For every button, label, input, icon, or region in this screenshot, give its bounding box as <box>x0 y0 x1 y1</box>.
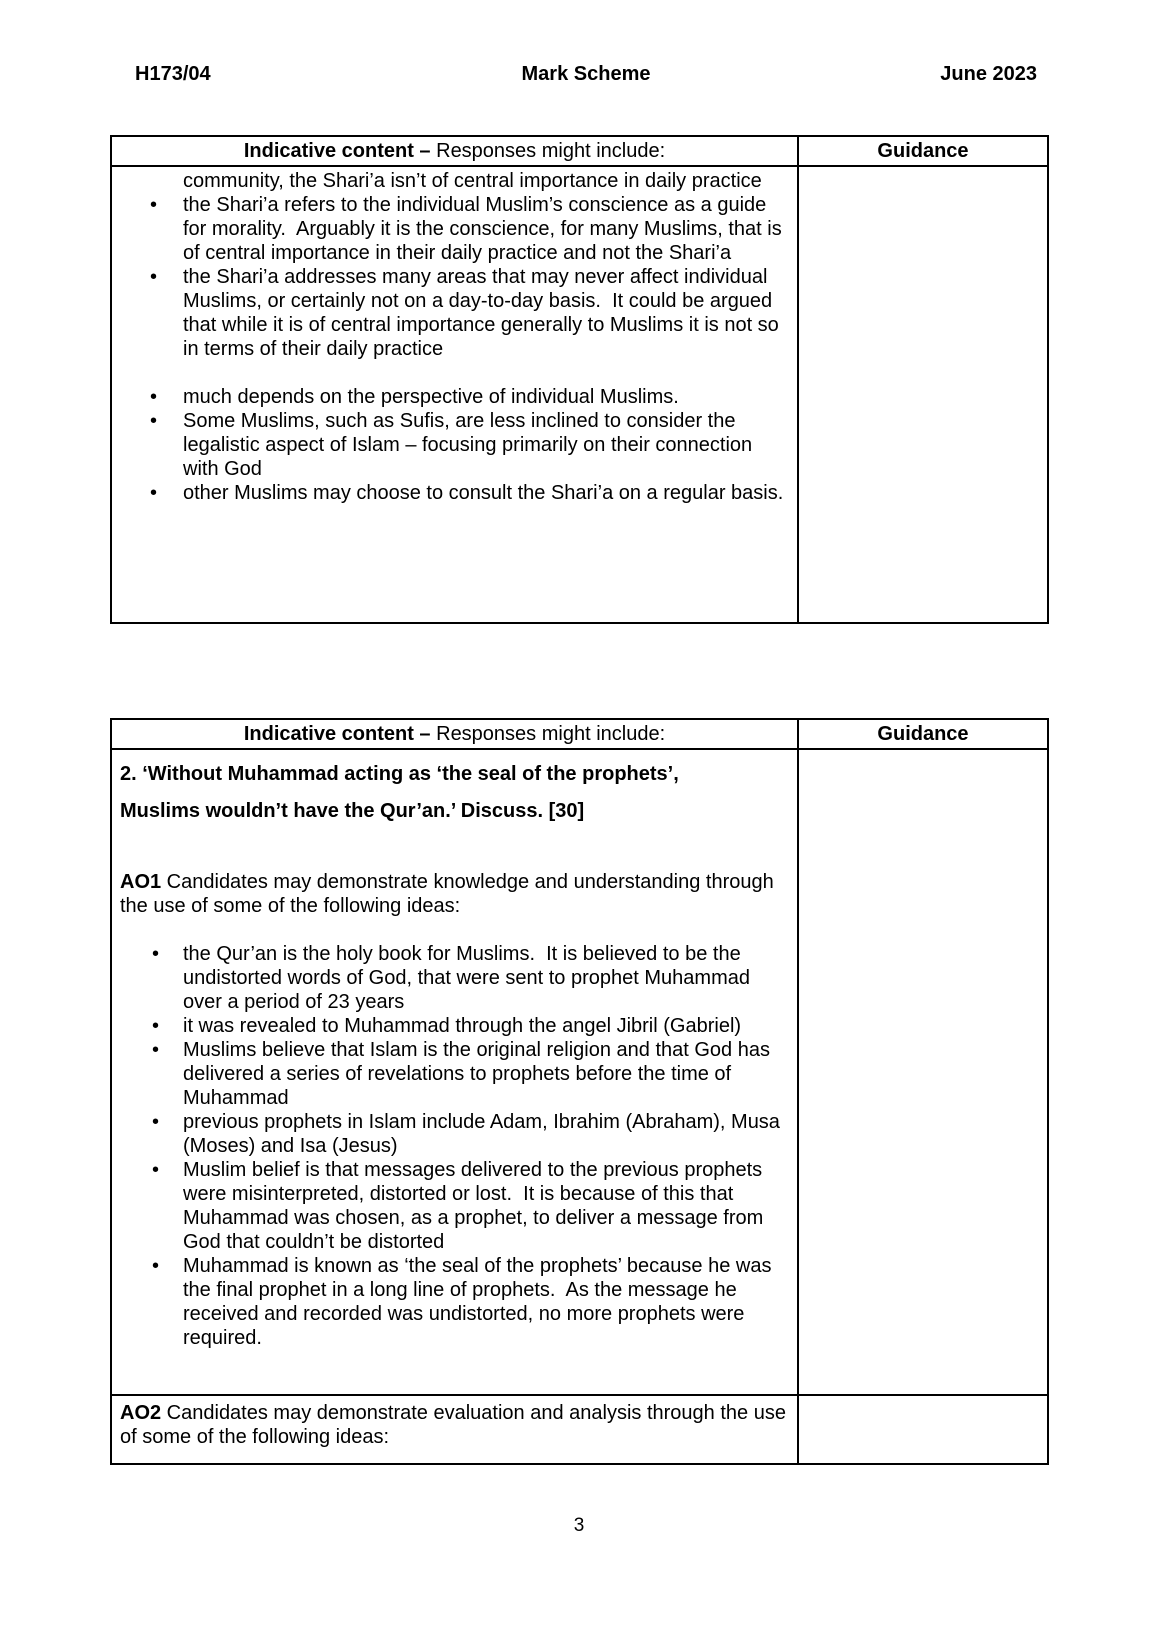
bullet-item <box>112 385 791 409</box>
table2-indicative-content-header <box>111 719 798 749</box>
bullet-item <box>112 193 791 265</box>
bullet-text: Muslims believe that Islam is the original religion and that God has delivered a series of revelations to prophets before the time of Muhammad <box>183 1039 776 1109</box>
bullet-item <box>120 1158 787 1254</box>
ao1-text: Candidates may demonstrate knowledge and understanding through the use of some of the following ideas: <box>120 871 780 917</box>
bullet-item <box>120 942 787 1014</box>
ao1-paragraph <box>120 870 787 918</box>
document-code: H173/04 <box>135 63 211 85</box>
bullet-text: the Shari’a addresses many areas that may never affect individual Muslims, or certainly not on a day-to-day basis. It could be argued that while it is of central importance generally to Muslims it is not so in terms of their daily practice <box>183 266 785 360</box>
indicative-content-table-2 <box>110 718 1049 1465</box>
ao2-paragraph <box>120 1401 792 1449</box>
bullet-text: the Shari’a refers to the individual Muslim’s conscience as a guide for morality. Arguably it is the conscience, for many Muslims, that is of central importance in their daily practice and not the Shari’a <box>183 194 788 264</box>
table2-guidance-header <box>798 719 1048 749</box>
indicative-content-label: Indicative content – <box>243 723 431 745</box>
table1-bullet-list <box>112 193 791 505</box>
bullet-item <box>120 1110 787 1158</box>
ao1-label: AO1 <box>120 871 162 893</box>
indicative-content-table-1 <box>110 135 1049 624</box>
bullet-item <box>120 1254 787 1350</box>
continuation-text: community, the Shari’a isn’t of central importance in daily practice <box>183 170 762 192</box>
table1-content-cell <box>111 166 798 623</box>
bullet-item <box>120 1014 787 1038</box>
table2-guidance-cell-2 <box>798 1395 1048 1464</box>
table2-guidance-cell-1 <box>798 749 1048 1395</box>
table2-ao2-cell <box>111 1395 798 1464</box>
bullet-text: the Qur’an is the holy book for Muslims. It is believed to be the undistorted words of God, that were sent to prophet Muhammad over a period of 23 years <box>183 943 756 1013</box>
bullet-item <box>112 265 791 361</box>
bullet-text: Some Muslims, such as Sufis, are less inclined to consider the legalistic aspect of Islam – focusing primarily on their connection with God <box>183 410 758 480</box>
document-date: June 2023 <box>940 63 1037 85</box>
indicative-content-label: Indicative content – <box>243 140 431 162</box>
bullet-text: previous prophets in Islam include Adam, Ibrahim (Abraham), Musa (Moses) and Isa (Jesus) <box>183 1111 786 1157</box>
guidance-label: Guidance <box>877 140 969 162</box>
table1-header-row <box>111 136 1048 166</box>
table1-guidance-header <box>798 136 1048 166</box>
table1-guidance-cell <box>798 166 1048 623</box>
bullet-text: other Muslims may choose to consult the Shari’a on a regular basis. <box>183 482 784 504</box>
table2-ao1-cell <box>111 749 798 1395</box>
responses-might-include-label: Responses might include: <box>430 723 666 745</box>
page-number: 3 <box>573 1515 585 1536</box>
guidance-label: Guidance <box>877 723 969 745</box>
table2-header-row <box>111 719 1048 749</box>
bullet-item <box>112 481 791 505</box>
table2-ao1-row <box>111 749 1048 1395</box>
table2-ao2-row <box>111 1395 1048 1464</box>
table1-body-row <box>111 166 1048 623</box>
ao2-label: AO2 <box>120 1402 162 1424</box>
table2-bullet-list <box>120 942 787 1350</box>
bullet-text: much depends on the perspective of individual Muslims. <box>183 386 679 408</box>
table1-indicative-content-header <box>111 136 798 166</box>
question-title: 2. ‘Without Muhammad acting as ‘the seal of the prophets’, Muslims wouldn’t have the Qur’an.’ Discuss. [30] <box>120 763 685 822</box>
document-header <box>135 62 1037 86</box>
bullet-text: Muhammad is known as ‘the seal of the prophets’ because he was the final prophet in a long line of prophets. As the message he received and recorded was undistorted, no more prophets were required. <box>183 1255 778 1349</box>
bullet-text: it was revealed to Muhammad through the angel Jibril (Gabriel) <box>183 1015 742 1037</box>
ao2-text: Candidates may demonstrate evaluation and analysis through the use of some of the following ideas: <box>120 1402 792 1448</box>
bullet-text: Muslim belief is that messages delivered to the previous prophets were misinterpreted, distorted or lost. It is because of this that Muhammad was chosen, as a prophet, to deliver a message from God that couldn’t be distorted <box>183 1159 769 1253</box>
document-title: Mark Scheme <box>521 63 651 85</box>
responses-might-include-label: Responses might include: <box>430 140 666 162</box>
bullet-item <box>112 409 791 481</box>
bullet-item <box>120 1038 787 1110</box>
